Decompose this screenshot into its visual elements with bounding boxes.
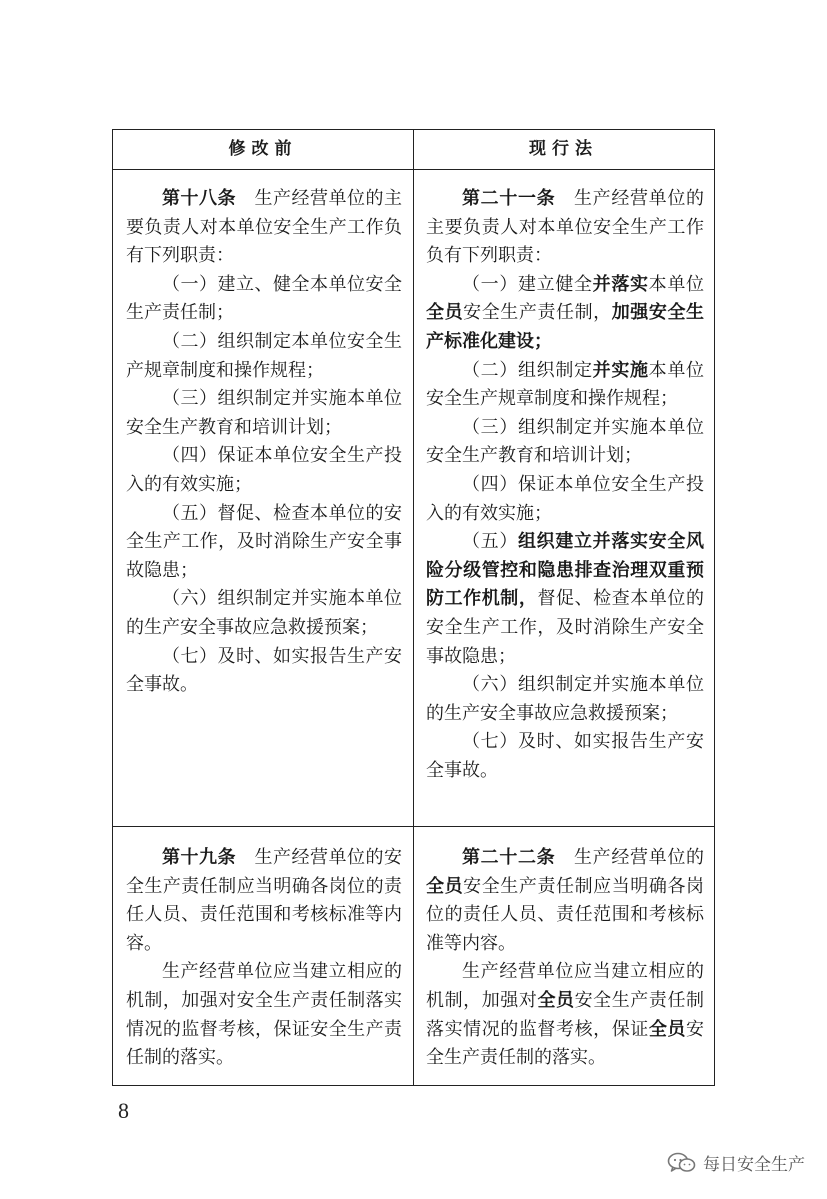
text-segment: 安全生产责任制应当明确各岗位的责任人员、责任范围和考核标准等内容。 <box>426 875 705 954</box>
cell-article-19 <box>126 844 402 1073</box>
watermark-text: 每日安全生产 <box>703 1155 805 1175</box>
text-segment: 督促、检查本单位的安全生产工作，及时消除生产安全事故隐患； <box>426 588 705 667</box>
text-segment: （五） <box>462 531 518 553</box>
text-segment: 本单位 <box>648 273 705 295</box>
article-text: 生产经营单位的安全生产责任制应当明确各岗位的责任人员、责任范围和考核标准等内容。 <box>126 847 402 954</box>
article-number: 第十九条 <box>162 847 236 868</box>
amended-text: 全员 <box>426 302 464 324</box>
text-segment: 安全生产责任制的落实。 <box>426 1018 705 1069</box>
cell-article-22 <box>426 844 704 1073</box>
article-paragraph <box>426 958 704 1072</box>
text-segment: 本单位安全生产规章制度和操作规程； <box>426 359 705 410</box>
article-number: 第二十一条 <box>462 188 556 209</box>
amended-text: 全员 <box>537 989 575 1011</box>
list-item: （三）组织制定并实施本单位安全生产教育和培训计划； <box>126 388 402 438</box>
article-paragraph <box>126 844 402 958</box>
article-number: 第十八条 <box>162 188 236 209</box>
list-item: （六）组织制定并实施本单位的生产安全事故应急救援预案； <box>126 588 402 638</box>
article-text: 生产经营单位的主要负责人对本单位安全生产工作负有下列职责： <box>126 188 402 267</box>
text-segment: （一）建立健全 <box>462 273 593 295</box>
cell-article-21 <box>426 185 704 785</box>
amended-text: 并落实 <box>592 273 649 295</box>
page-number: 8 <box>118 1098 129 1123</box>
article-number: 第二十二条 <box>462 847 556 868</box>
list-item <box>426 528 704 671</box>
list-item: （三）组织制定并实施本单位安全生产教育和培训计划； <box>426 416 704 467</box>
article-paragraph <box>426 185 704 271</box>
amended-text: 加强安全生产标准化建设； <box>426 302 705 352</box>
list-item: （七）及时、如实报告生产安全事故。 <box>426 731 704 781</box>
wechat-icon <box>667 1151 697 1175</box>
article-paragraph <box>426 844 704 958</box>
row-divider <box>113 826 714 827</box>
article-paragraph <box>126 185 402 271</box>
list-item: （一）建立、健全本单位安全生产责任制； <box>126 273 402 324</box>
text-segment: 生产经营单位应当建立相应的机制，加强对 <box>426 961 704 1011</box>
amended-text: 全员 <box>426 875 464 897</box>
amended-text: 全员 <box>648 1018 687 1040</box>
text-segment: 安全生产责任制落实情况的监督考核，保证 <box>426 989 705 1040</box>
list-item: （二）组织制定本单位安全生产规章制度和操作规程； <box>126 330 402 381</box>
amended-text: 组织建立并落实安全风险分级管控和隐患排查治理双重预防工作机制， <box>426 531 704 610</box>
amended-text: 并实施 <box>592 359 649 381</box>
column-divider <box>413 130 414 1085</box>
header-current: 现行法 <box>529 139 598 159</box>
list-item <box>426 271 704 357</box>
comparison-table <box>112 129 715 1086</box>
article-text: 生产经营单位的主要负责人对本单位安全生产工作负有下列职责： <box>426 188 705 267</box>
header-divider <box>113 169 714 170</box>
cell-article-18 <box>126 185 402 700</box>
list-item: （七）及时、如实报告生产安全事故。 <box>126 645 402 696</box>
list-item: （五）督促、检查本单位的安全生产工作，及时消除生产安全事故隐患； <box>126 502 402 581</box>
list-item: （四）保证本单位安全生产投入的有效实施； <box>126 445 402 495</box>
article-paragraph: 生产经营单位应当建立相应的机制，加强对安全生产责任制落实情况的监督考核，保证安全生产责任制的落实。 <box>126 961 402 1069</box>
text-segment: （二）组织制定 <box>462 359 593 381</box>
list-item <box>426 357 704 414</box>
header-before: 修改前 <box>228 139 298 159</box>
watermark <box>667 1150 805 1175</box>
list-item: （四）保证本单位安全生产投入的有效实施； <box>426 473 704 524</box>
list-item: （六）组织制定并实施本单位的生产安全事故应急救援预案； <box>426 674 704 724</box>
text-segment: 生产经营单位的 <box>574 847 705 868</box>
text-segment: 安全生产责任制， <box>463 302 612 324</box>
